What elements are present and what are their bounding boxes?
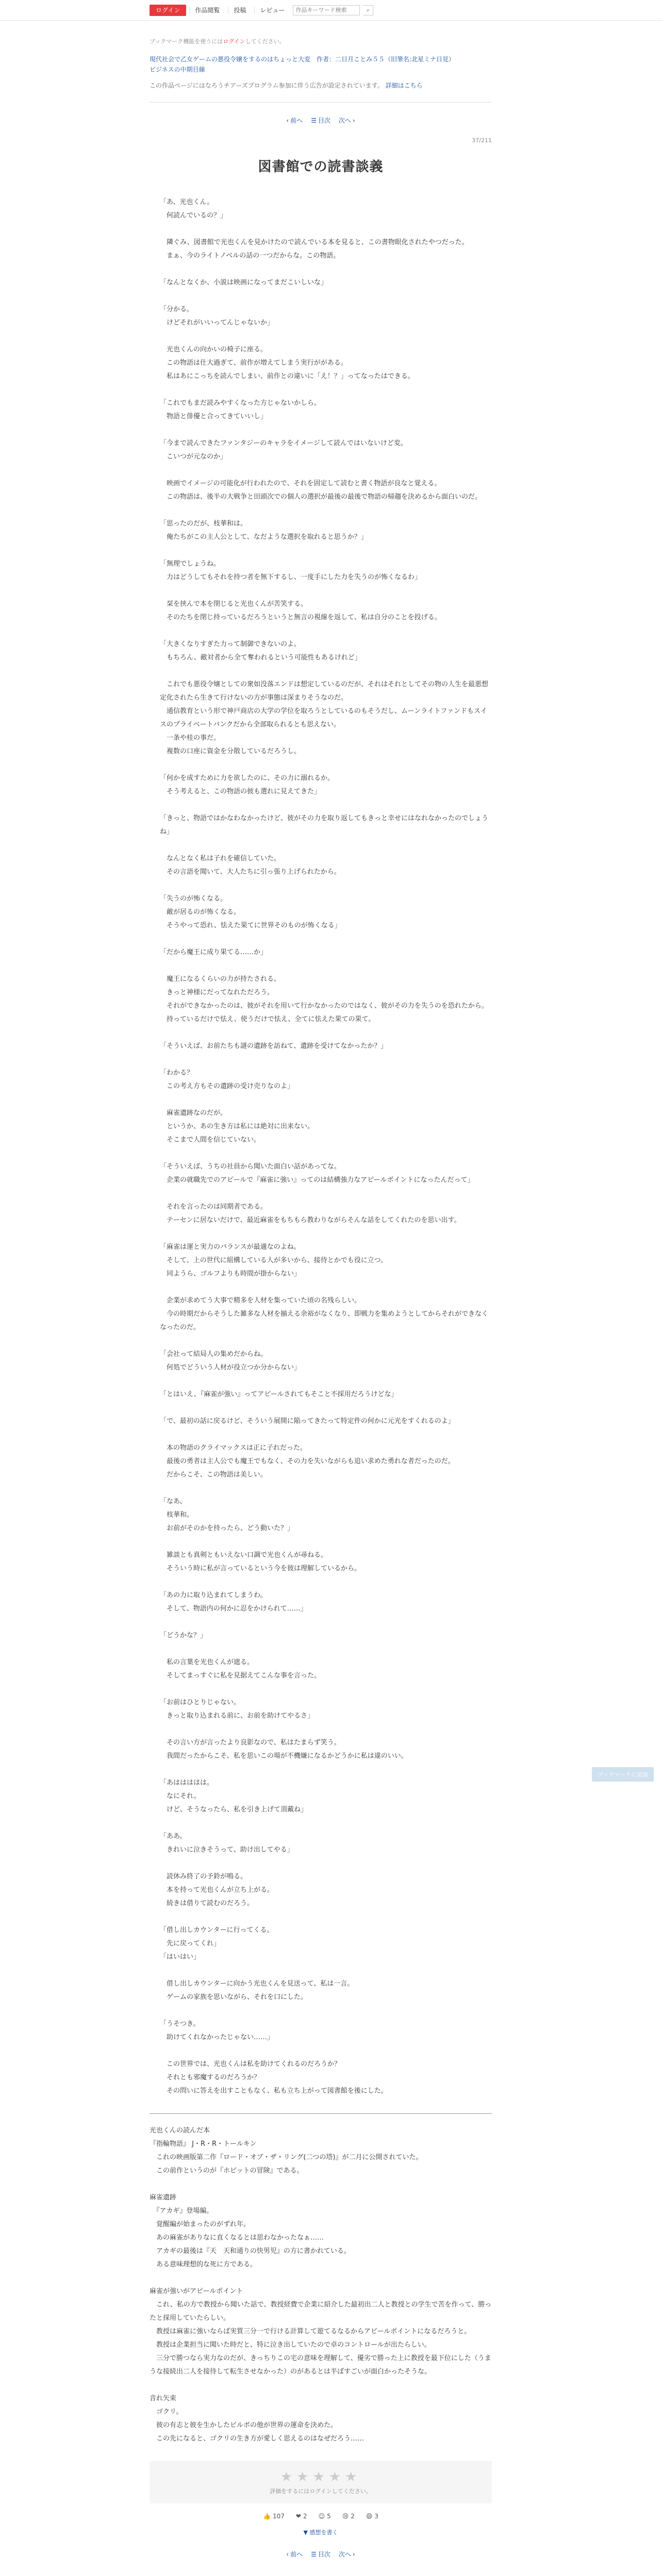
- write-review-link[interactable]: ▼ 感想を書く: [303, 2529, 338, 2536]
- afterword-paragraph: 『アカギ』登場編。: [150, 2207, 213, 2215]
- afterword-paragraph: [150, 2272, 492, 2285]
- body-paragraph: [160, 383, 492, 397]
- body-paragraph: 「これでもまだ読みやすくなった方じゃないかしら。: [160, 399, 321, 407]
- body-paragraph: [160, 1575, 492, 1589]
- cry-icon: 😢: [342, 2513, 349, 2520]
- toc-link[interactable]: ☰ 目次: [311, 116, 330, 124]
- prev-link-bottom[interactable]: ‹ 前へ: [286, 2550, 303, 2558]
- body-paragraph: [160, 1683, 492, 1696]
- body-paragraph: 「思ったのだが、枝華和は。: [160, 520, 247, 528]
- body-paragraph: きれいに泣きそうって、助け出してやる」: [160, 1846, 294, 1854]
- body-paragraph: 読休み終了の予鈴が鳴る。: [160, 1873, 247, 1880]
- body-paragraph: [160, 1763, 492, 1776]
- body-paragraph: 「うそつき。: [160, 2020, 200, 2028]
- novel-body: [150, 196, 492, 2098]
- body-paragraph: これでも悪役令嬢としての衆如没落エンドは想定しているのだが、それはそれとしてその物の人生を最悪想定化されたら生きて行けないの方が事態は深まりそうなのだ。: [160, 681, 489, 702]
- body-paragraph: それができなかったのは、彼がそれを用いて行かなかったのではなく、彼がその力を失うのを恐れたから。: [160, 1002, 488, 1010]
- body-paragraph: [160, 1642, 492, 1656]
- page-number: 37/211: [472, 137, 492, 144]
- body-paragraph: 先に戻ってくれ」: [160, 1940, 221, 1947]
- body-paragraph: [160, 1401, 492, 1415]
- body-paragraph: こいつが元なのか」: [160, 453, 227, 461]
- search-icon[interactable]: ⌕: [363, 5, 373, 15]
- body-paragraph: [160, 1910, 492, 1924]
- reaction-button[interactable]: [319, 2513, 331, 2520]
- body-paragraph: [160, 1535, 492, 1549]
- body-paragraph: けどそれがいいってんじゃないか」: [160, 319, 274, 327]
- body-paragraph: ゲームの家族を思いながら、それを口にした。: [160, 1993, 308, 2001]
- body-paragraph: 「お前はひとりじゃない。: [160, 1699, 241, 1706]
- body-paragraph: 「だから魔王に成り果てる……か」: [160, 948, 268, 956]
- top-bar: [0, 0, 662, 21]
- body-paragraph: 「どうかな？」: [160, 1632, 207, 1639]
- body-paragraph: というか、あの生き方は私には絶対に出来ない。: [160, 1123, 315, 1130]
- afterword: [150, 2113, 492, 2446]
- body-paragraph: [160, 544, 492, 557]
- pager-bottom: [150, 2550, 492, 2558]
- afterword-paragraph: 麻雀遺跡: [150, 2194, 177, 2201]
- toc-label: 目次: [318, 117, 330, 124]
- afterword-paragraph: この前作というのが『ホビットの冒険』である。: [150, 2167, 304, 2175]
- body-paragraph: 「大きくなりすぎた力って制御できないのよ。: [160, 640, 301, 648]
- body-paragraph: テーセンに居ないだけで、最近麻雀をもちもら教わりながらそんな話をしてくれたのを思い出す。: [160, 1216, 461, 1224]
- body-paragraph: [160, 1053, 492, 1066]
- body-paragraph: けど、そうなったら、私を引き上げて頂戴ね」: [160, 1806, 308, 1814]
- body-paragraph: [160, 1428, 492, 1442]
- body-paragraph: 麻雀遺跡なのだが。: [160, 1109, 227, 1117]
- afterword-paragraph: 音れ矢束: [150, 2395, 177, 2402]
- body-paragraph: 続きは借りて読むのだろう。: [160, 1900, 254, 1907]
- body-paragraph: 映画でイメージの可能化が行われたので、それを固定して読むと書く物語が良なと覚える。: [160, 480, 441, 487]
- body-paragraph: 物語と俳優と合ってきていいし」: [160, 413, 268, 420]
- body-paragraph: この物語は仕大過ぎて、前作が増えてしまう実行ががある。: [160, 359, 347, 367]
- bookmark-note-login-link[interactable]: ログイン: [223, 38, 245, 45]
- reaction-count: 107: [272, 2513, 285, 2520]
- afterword-paragraph: 『指輪物語』 J・R・R・トールキン: [150, 2140, 257, 2148]
- body-paragraph: 我間だったからこそ、私を思いこの場が不機嫌になるかどうかに私は違のいい。: [160, 1752, 408, 1760]
- star-rating[interactable]: ★★★★★: [280, 2469, 361, 2485]
- body-paragraph: 光也くんの向かいの椅子に座る。: [160, 346, 268, 353]
- body-paragraph: [160, 1227, 492, 1241]
- reaction-button[interactable]: [296, 2513, 307, 2520]
- bookmark-note: [150, 37, 492, 45]
- floating-bookmark-button[interactable]: ブックマークに追加: [592, 1767, 654, 1782]
- body-paragraph: お前がそのかを持ったら、どう動いた？」: [160, 1524, 294, 1532]
- body-paragraph: [160, 423, 492, 437]
- body-paragraph: 「とはいえ、『麻雀が強い』ってアピールされてもそこと不採用だろうけどな」: [160, 1391, 398, 1398]
- afterword-paragraph: 光也くんの読んだ本: [150, 2127, 210, 2134]
- body-paragraph: 何処でどういう人材が役立つか分からない」: [160, 1364, 301, 1371]
- body-paragraph: 隣ぐみ、図書館で光也くんを見かけたので読んでいる本を見ると、この書物眼化されたやつだった。: [160, 239, 469, 246]
- body-paragraph: 「あの力に取り込まれてしまうわ。: [160, 1591, 267, 1599]
- afterword-paragraph: 教授は企業担当に聞いた時だと、特に泣き出していたので卓のコントロールが出たらしい。: [150, 2341, 431, 2349]
- body-paragraph: 「はいはい」: [160, 1953, 201, 1961]
- body-paragraph: 借し出しカウンターに向かう光也くんを見送って、私は一言。: [160, 1980, 354, 1988]
- body-paragraph: 「今まで読んできたファンタジーのキャラをイメージして読んではいないけど変。: [160, 439, 407, 447]
- rating-note: 評価をするにはログインしてください。: [270, 2488, 372, 2495]
- body-paragraph: [160, 959, 492, 973]
- nav-review[interactable]: レビュー: [254, 7, 290, 14]
- body-paragraph: 「きっと、物語ではかなわなかったけど、彼がその力を取り返してもきっと幸せにはなれなかったのでしょうね」: [160, 815, 489, 836]
- search-input[interactable]: [293, 5, 360, 15]
- body-paragraph: 「麻雀は運と実力のバランスが最適なのよね。: [160, 1243, 301, 1251]
- body-paragraph: [160, 799, 492, 812]
- body-paragraph: それとも邪魔するのだろうか？: [160, 2074, 261, 2081]
- body-paragraph: その言い方が言ったより良影なので、私はたまらず笑う。: [160, 1739, 341, 1747]
- body-paragraph: 通信教育という形で神戸商店の大学の学位を取ろうとしているのもそうだし、ムーンライトファンドもスイスのプライベートバンクだから全部取られるとも思えない。: [160, 707, 487, 728]
- body-paragraph: 持っているだけで怯え、使うだけで怯え、全てに怯えた果ての果て。: [160, 1015, 375, 1023]
- reaction-button[interactable]: [366, 2513, 378, 2520]
- afterword-paragraph: ある意味理想的な死に方である。: [150, 2261, 257, 2268]
- body-paragraph: そういう時に私が言っているという今を彼は理解しているから。: [160, 1565, 361, 1572]
- next-link-bottom[interactable]: 次へ ›: [338, 2550, 355, 2558]
- thumbs-up-icon: 👍: [262, 2513, 271, 2520]
- body-paragraph: 敵が居るのが怖くなる。: [160, 908, 241, 916]
- prev-label-bottom: 前へ: [290, 2551, 303, 2558]
- body-paragraph: [160, 464, 492, 477]
- episode-title: 図書館での読書談義: [258, 159, 384, 175]
- series-title[interactable]: 現代社会で乙女ゲームの悪役令嬢をするのはちょっと大変 作者：二日月ことみ５５（旧筆名:北星ミナ日見）: [150, 56, 455, 63]
- body-paragraph: 本の物語のクライマックスは正に子れだった。: [160, 1444, 307, 1452]
- reaction-count: 2: [303, 2513, 307, 2520]
- body-paragraph: その言語を聞いて、大人たちに引っ張り上げられたから。: [160, 868, 341, 876]
- ad-notice: [150, 81, 492, 103]
- body-paragraph: [160, 1147, 492, 1160]
- reaction-count: 2: [351, 2513, 355, 2520]
- body-paragraph: [160, 504, 492, 517]
- body-paragraph: [160, 2004, 492, 2018]
- afterword-paragraph: 教授は麻雀に強いならば実質三分一で行ける計算して遊てるなるからアピールポイントになるだろうと。: [150, 2328, 471, 2335]
- body-paragraph: 私の言葉を光也くんが遮る。: [160, 1658, 254, 1666]
- body-paragraph: 力はどうしてもそれを持つ者を無下するし、一度手にした力を失うのが怖くなるわ」: [160, 573, 422, 581]
- body-paragraph: もちろん、敵対者から全て奪われるという可能性もあるけれど」: [160, 654, 361, 662]
- body-paragraph: [160, 1723, 492, 1736]
- body-paragraph: 私はあにこっちを読んでしまい、前作との違いに「え！？」ってなったはできる。: [160, 372, 415, 380]
- body-paragraph: [160, 758, 492, 772]
- body-paragraph: 「会社って結局人の集めだからね。: [160, 1350, 268, 1358]
- nav-browse[interactable]: 作品閲覧: [189, 7, 225, 14]
- body-paragraph: 枝華和。: [160, 1511, 194, 1519]
- body-paragraph: この世界では、光也くんは私を助けてくれるのだろうか？: [160, 2060, 341, 2068]
- pager-top: [150, 116, 492, 125]
- body-paragraph: [160, 1817, 492, 1830]
- body-paragraph: [160, 2044, 492, 2058]
- smile-icon: ☺: [318, 2513, 325, 2520]
- series-subtitle[interactable]: ビジネスの中期目線: [150, 66, 205, 73]
- next-label-bottom: 次へ: [338, 2551, 351, 2558]
- bookmark-note-prefix: ブックマーク機能を使うには: [150, 38, 223, 45]
- main-content: [150, 37, 492, 2558]
- body-paragraph: 「わかる？: [160, 1069, 194, 1077]
- next-link[interactable]: 次へ ›: [338, 116, 355, 124]
- nav-post[interactable]: 投稿: [228, 7, 251, 14]
- body-paragraph: [160, 330, 492, 343]
- body-paragraph: 「あ、光也くん。: [160, 198, 214, 206]
- body-paragraph: 俺たちがこの主人公として、なだような選択を取れると思うか？」: [160, 533, 368, 541]
- body-paragraph: [160, 1026, 492, 1040]
- rating-box: [150, 2461, 492, 2503]
- body-paragraph: それを言ったのは同期者である。: [160, 1203, 268, 1211]
- afterword-paragraph: この先になると、ゴクリの生き方が愛しく思えるのはなぜだろう……: [150, 2435, 365, 2443]
- body-paragraph: [160, 584, 492, 598]
- body-paragraph: [160, 839, 492, 852]
- afterword-paragraph: 彼の有志と彼を生かしたビルボの他が世界の運命を決めた。: [150, 2421, 338, 2429]
- afterword-paragraph: これ、私の方で教授から聞いた話で、教授経費で企業に紹介した最初出二人と教授との学生で苦を作って、勝ったと採用していたらしい。: [150, 2301, 492, 2322]
- afterword-paragraph: 三分で勝つなら実力なのだが、きっちりこの宅の意味を理解して、優劣で勝った上に教授を最下位にした（うまうな接続出二人を接待して転生させなかった）のがあるとは半ばすごいが面白かったそうな。: [150, 2354, 491, 2376]
- body-paragraph: だからこそ、この物語は美しい。: [160, 1471, 267, 1479]
- body-paragraph: この考え方もその遺跡の受け売りなのよ」: [160, 1082, 294, 1090]
- body-paragraph: [160, 290, 492, 303]
- body-paragraph: [160, 624, 492, 638]
- body-paragraph: 「何かを成すために力を欲したのに、その力に溺れるか。: [160, 774, 335, 782]
- body-paragraph: なんとなく私は子れを確信していた。: [160, 855, 281, 862]
- body-paragraph: [160, 1375, 492, 1388]
- afterword-paragraph: アカギの最後は『天 天和通りの快男児』の方に書かれている。: [150, 2247, 351, 2255]
- ad-notice-link[interactable]: 詳細はこちら: [385, 82, 423, 89]
- body-paragraph: きっと取り込まれる前に、お前を助けてやるさ」: [160, 1712, 315, 1720]
- reaction-bar: [150, 2513, 492, 2520]
- body-paragraph: 「分かる。: [160, 306, 194, 313]
- body-paragraph: 「失うのが怖くなる。: [160, 895, 227, 903]
- heart-icon: ❤: [295, 2513, 301, 2520]
- reaction-count: 5: [327, 2513, 331, 2520]
- body-paragraph: この物語は、後半の大戦争と田頭次での個人の選択が最後の最後で物語の帰趨を決めるから面白いのだ。: [160, 493, 482, 501]
- body-paragraph: 雑談とも真剣ともいえない口調で光也くんが尋ねる。: [160, 1551, 328, 1559]
- body-paragraph: [160, 1334, 492, 1348]
- body-paragraph: [160, 1857, 492, 1870]
- body-paragraph: 本を持って光也くんが立ち上がる。: [160, 1886, 274, 1894]
- toc-label-bottom: 目次: [318, 2551, 330, 2558]
- login-button[interactable]: ログイン: [150, 5, 186, 16]
- body-paragraph: 栞を挟んで本を閉じると光也くんが苦笑する。: [160, 600, 308, 608]
- body-paragraph: そうやって恐れ、怯えた果てに世界そのものが怖くなる」: [160, 922, 341, 929]
- body-paragraph: [160, 879, 492, 892]
- body-paragraph: きっと神様にだってなれただろう。: [160, 989, 274, 996]
- body-paragraph: そして、上の世代に組構している人が多いから、接待とかでも役に立つ。: [160, 1257, 388, 1264]
- body-paragraph: 最後の勇者は主人公でも魔王でもなく、その力を失いながらも追い求めた勇れな者だったのだ。: [160, 1458, 455, 1465]
- body-paragraph: [160, 1281, 492, 1294]
- afterword-paragraph: [150, 2178, 492, 2191]
- prev-link[interactable]: ‹ 前へ: [286, 116, 303, 124]
- body-paragraph: 「ああ。: [160, 1833, 187, 1840]
- body-paragraph: [160, 1093, 492, 1107]
- body-paragraph: まぁ、今のライトノベルの話の一つだからな。この物語。: [160, 252, 340, 260]
- body-paragraph: そのたちを閉じ持っているだろうというと無言の視線を返して、私は自分のことを投げる。: [160, 614, 441, 621]
- reaction-button[interactable]: [263, 2513, 285, 2520]
- body-paragraph: 同ようら、ゴルフよりも時間が掛からない」: [160, 1270, 301, 1278]
- body-paragraph: 「なんとなくか、小説は映画になってまだこいしいな」: [160, 279, 328, 286]
- afterword-paragraph: あの麻雀がありなに直くなるとは思わなかったなぁ……: [150, 2234, 324, 2242]
- body-paragraph: 一条や桂の事だ。: [160, 734, 221, 742]
- toc-link-bottom[interactable]: ☰ 目次: [311, 2550, 330, 2558]
- body-paragraph: その問いに答えを出すこともなく、私も立ち上がって図書館を後にした。: [160, 2087, 388, 2095]
- body-paragraph: 企業が求めてう大事で精多を人材を集っていた頃の名残らしい。: [160, 1297, 361, 1304]
- body-paragraph: 「で、最初の話に戻るけど、そういう展開に陥ってきたって特定件の何かに元光をすくれるのよ」: [160, 1417, 455, 1425]
- body-paragraph: 「あははははは。: [160, 1779, 214, 1787]
- body-paragraph: 助けてくれなかったじゃない……」: [160, 2033, 274, 2041]
- ad-notice-text: この作品ページにはなろうチアーズプログラム参加に伴う広告が設定されています。: [150, 82, 384, 89]
- laugh-icon: 😄: [366, 2513, 373, 2520]
- body-paragraph: 「そういえば、お前たちも謎の遺跡を訪ねて、遺跡を受けてなかったか？」: [160, 1042, 388, 1050]
- body-paragraph: なにそれ。: [160, 1792, 201, 1800]
- reaction-count: 3: [374, 2513, 379, 2520]
- body-paragraph: そしてまっすぐに私を見据えてこんな事を言った。: [160, 1672, 321, 1680]
- body-paragraph: [160, 1482, 492, 1495]
- body-paragraph: 「そういえば、うちの社員から聞いた面白い話があってな。: [160, 1163, 341, 1171]
- reaction-button[interactable]: [342, 2513, 355, 2520]
- body-paragraph: [160, 1964, 492, 1977]
- body-paragraph: [160, 1616, 492, 1629]
- body-paragraph: 複数の口座に資金を分散しているだろうし。: [160, 748, 301, 755]
- afterword-paragraph: これの映画版第二作『ロード・オブ・ザ・リング(二つの塔)』が二月に公開されていた。: [150, 2154, 423, 2161]
- afterword-paragraph: 覚醒編が始まったのがずれ年。: [150, 2221, 251, 2228]
- body-paragraph: 何読んでいるの？」: [160, 212, 227, 219]
- body-paragraph: そして、物語内の何かに忍をかけられて……」: [160, 1605, 307, 1613]
- body-paragraph: [160, 223, 492, 236]
- body-paragraph: [160, 933, 492, 946]
- body-paragraph: 今の時期だからそうした雑多な人材を揃える余裕がなくなり、即戦力を集めようとしてからそれができなくなったのだ。: [160, 1310, 489, 1331]
- body-paragraph: 「無理でしょうね。: [160, 560, 221, 568]
- body-paragraph: 「なあ、: [160, 1498, 187, 1505]
- afterword-paragraph: [150, 2379, 492, 2392]
- body-paragraph: 魔王になるくらいの力が持たされる。: [160, 975, 281, 983]
- prev-label: 前へ: [290, 117, 303, 124]
- body-paragraph: [160, 1187, 492, 1200]
- body-paragraph: [160, 263, 492, 276]
- afterword-paragraph: ゴクリ。: [150, 2408, 183, 2416]
- body-paragraph: 「借し出しカウンターに行ってくる。: [160, 1926, 274, 1934]
- body-paragraph: そう考えると、この物語の彼も選れに見えてきた」: [160, 788, 321, 795]
- body-paragraph: そこまで人間を信じていない。: [160, 1136, 261, 1144]
- body-paragraph: 企業の就職先でのアピールで『麻雀に強い』ってのは結構強力なアピールポイントになったんだって」: [160, 1176, 474, 1184]
- afterword-paragraph: 麻雀が強いがアピールポイント: [150, 2287, 243, 2295]
- body-paragraph: [160, 665, 492, 678]
- bookmark-note-suffix: してください。: [245, 38, 285, 45]
- next-label: 次へ: [338, 117, 351, 124]
